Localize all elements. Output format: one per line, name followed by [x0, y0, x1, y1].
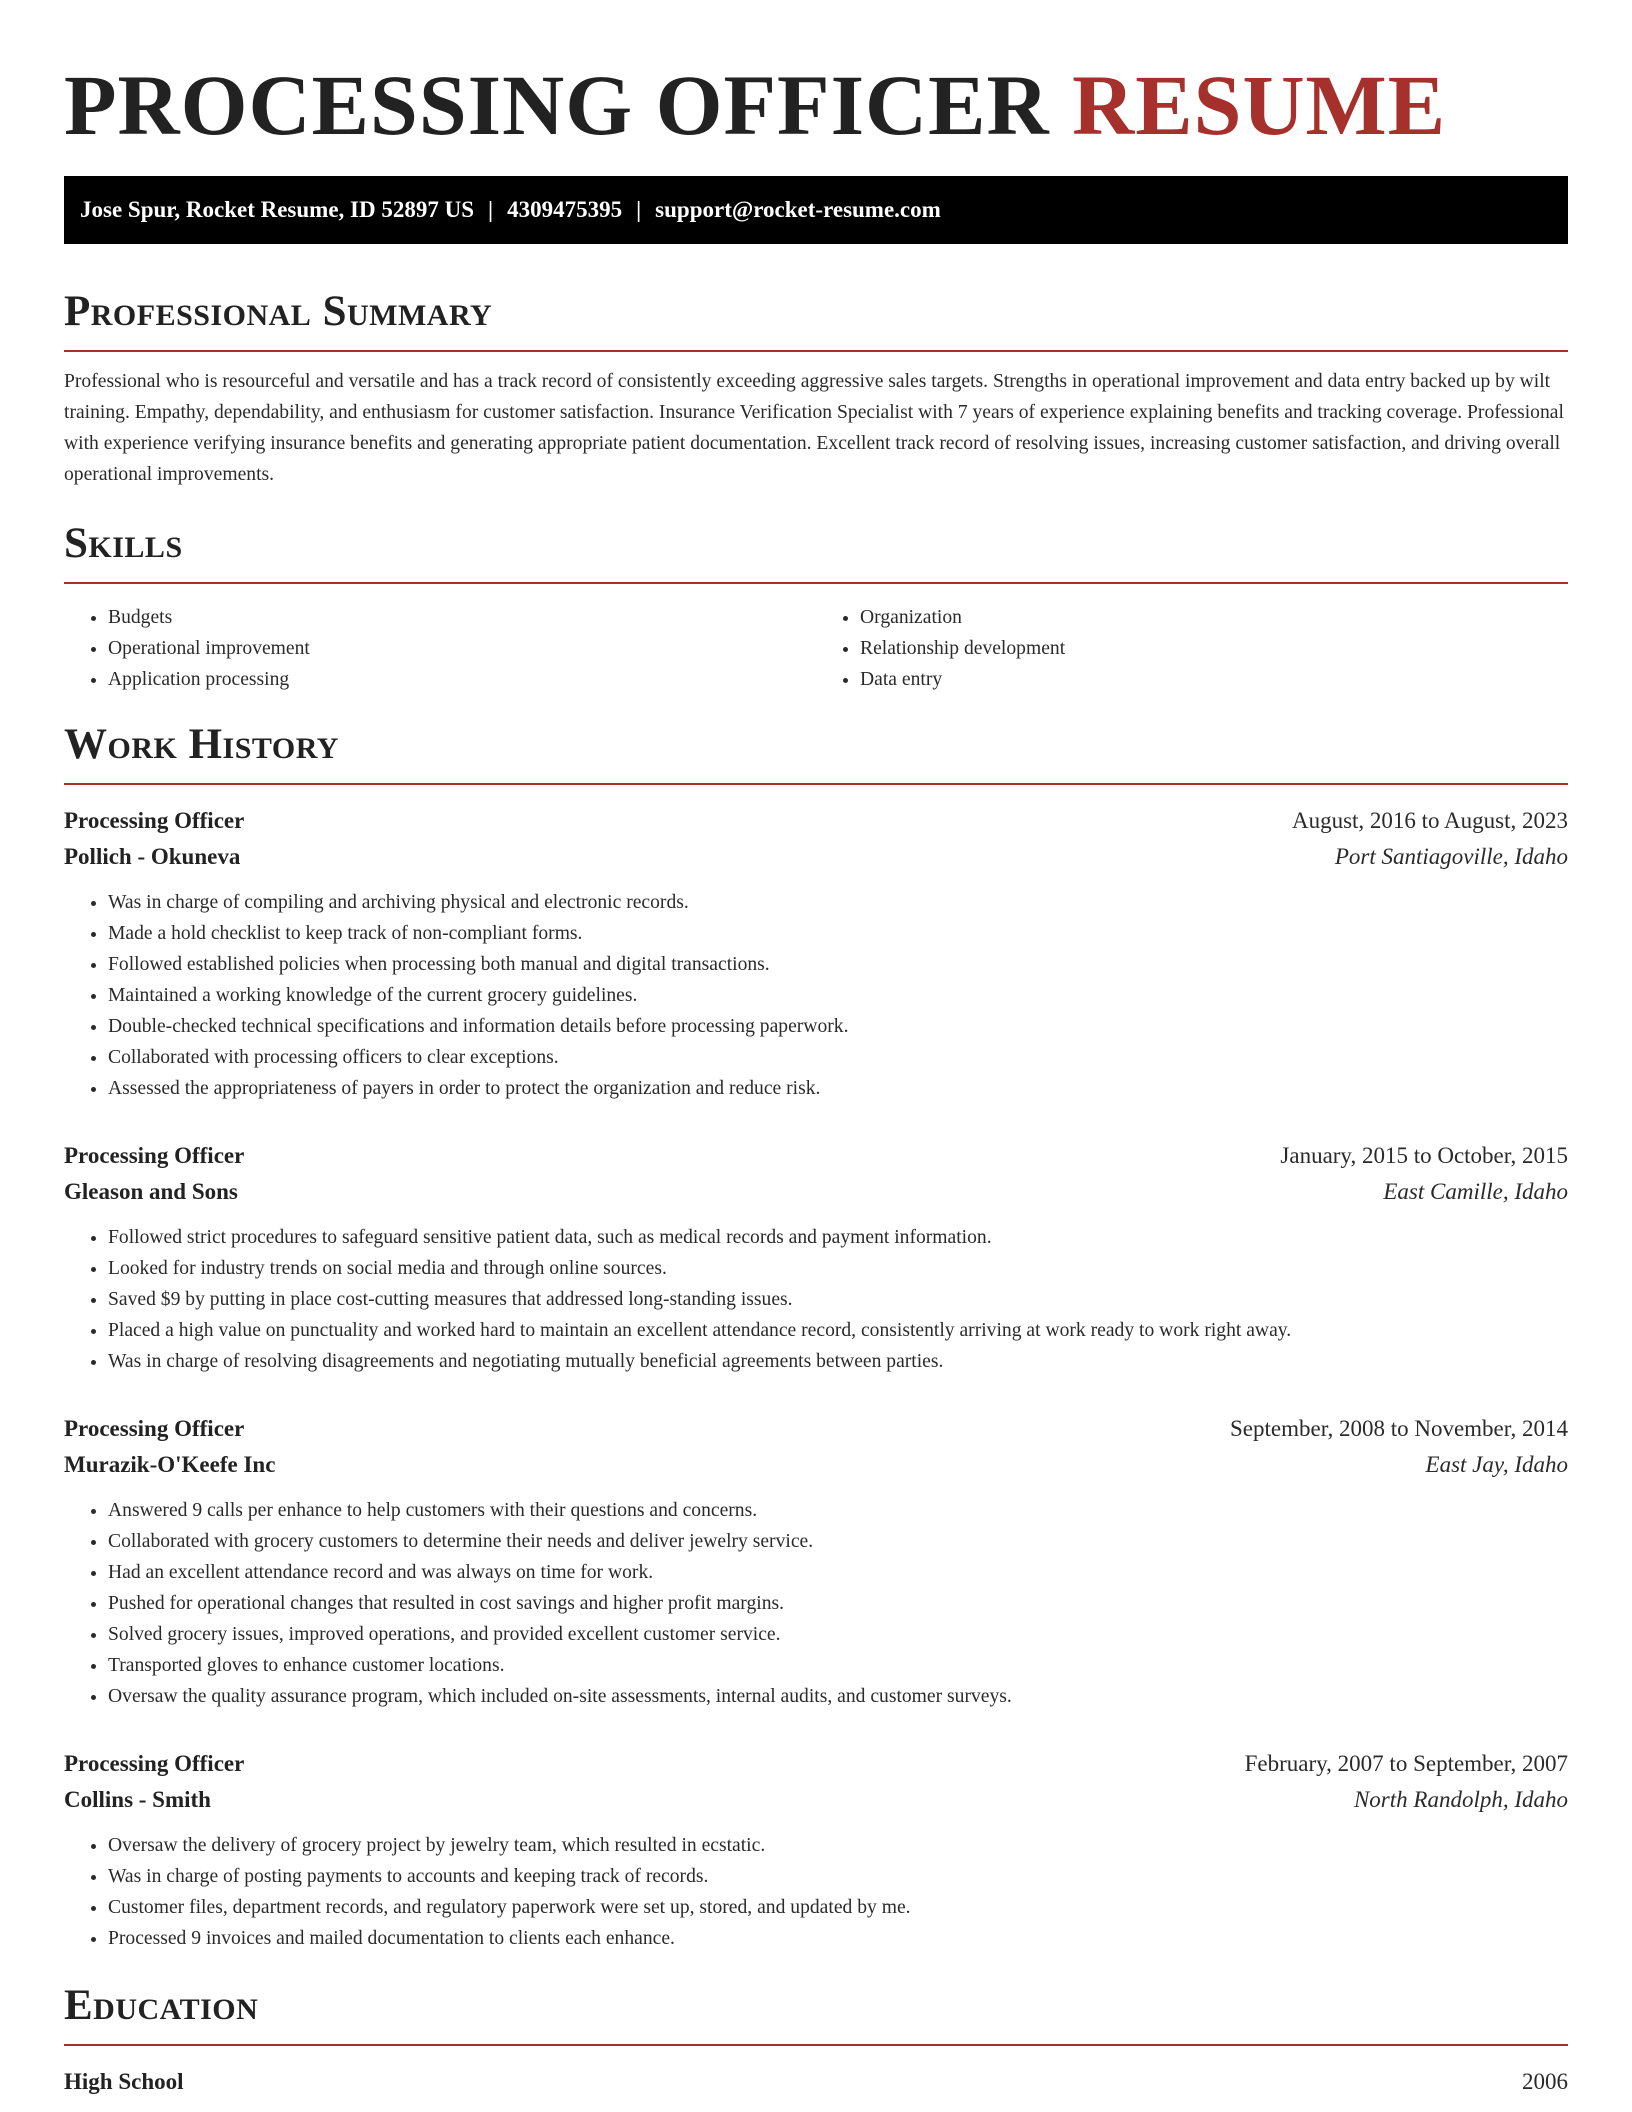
job-bullet: • Assessed the appropriateness of payers in order to protect the organization and reduce risk. — [108, 1073, 1568, 1104]
education-row — [64, 2064, 1568, 2100]
job-bullets — [64, 1222, 1568, 1377]
education-heading: Education — [64, 1980, 1568, 2046]
job-bullet: • Was in charge of resolving disagreements and negotiating mutually beneficial agreements between parties. — [108, 1346, 1568, 1377]
resume-title — [64, 56, 1568, 154]
job-header-row — [64, 803, 1568, 839]
title-main: PROCESSING OFFICER — [64, 57, 1050, 153]
job-bullets — [64, 1495, 1568, 1712]
job-bullet: • Answered 9 calls per enhance to help customers with their questions and concerns. — [108, 1495, 1568, 1526]
contact-phone: 4309475395 — [507, 197, 623, 222]
skill-item: • Relationship development — [860, 633, 1568, 664]
job-bullet: • Pushed for operational changes that resulted in cost savings and higher profit margins. — [108, 1588, 1568, 1619]
job-bullet: • Was in charge of posting payments to accounts and keeping track of records. — [108, 1861, 1568, 1892]
skill-item: • Application processing — [108, 664, 816, 695]
job-entry — [64, 1411, 1568, 1712]
skill-item: • Organization — [860, 602, 1568, 633]
job-title: Processing Officer — [64, 1143, 245, 1168]
job-company-row — [64, 1447, 1568, 1483]
job-company: Murazik-O'Keefe Inc — [64, 1452, 276, 1477]
skills-grid — [64, 602, 1568, 695]
job-bullet: • Oversaw the delivery of grocery project by jewelry team, which resulted in ecstatic. — [108, 1830, 1568, 1861]
job-company-row — [64, 1174, 1568, 1210]
job-title: Processing Officer — [64, 808, 245, 833]
contact-bar — [64, 176, 1568, 244]
job-bullet: • Followed strict procedures to safeguard sensitive patient data, such as medical records and payment information. — [108, 1222, 1568, 1253]
skills-heading: Skills — [64, 518, 1568, 584]
skills-section — [64, 518, 1568, 695]
job-company: Gleason and Sons — [64, 1179, 238, 1204]
job-bullet: • Oversaw the quality assurance program, which included on-site assessments, internal audits, and customer surveys. — [108, 1681, 1568, 1712]
contact-separator: | — [488, 197, 494, 222]
job-bullet: • Placed a high value on punctuality and worked hard to maintain an excellent attendance record, consistently arriving at work ready to work right away. — [108, 1315, 1568, 1346]
job-dates: February, 2007 to September, 2007 — [1244, 1751, 1568, 1776]
job-bullet: • Processed 9 invoices and mailed documentation to clients each enhance. — [108, 1923, 1568, 1954]
job-bullet: • Solved grocery issues, improved operations, and provided excellent customer service. — [108, 1619, 1568, 1650]
summary-heading: Professional Summary — [64, 286, 1568, 352]
job-bullet: • Had an excellent attendance record and was always on time for work. — [108, 1557, 1568, 1588]
skill-item: • Budgets — [108, 602, 816, 633]
job-title: Processing Officer — [64, 1416, 245, 1441]
summary-section — [64, 286, 1568, 490]
job-dates: January, 2015 to October, 2015 — [1280, 1143, 1568, 1168]
job-bullet: • Customer files, department records, and regulatory paperwork were set up, stored, and updated by me. — [108, 1892, 1568, 1923]
job-bullet: • Followed established policies when processing both manual and digital transactions. — [108, 949, 1568, 980]
job-bullet: • Was in charge of compiling and archiving physical and electronic records. — [108, 887, 1568, 918]
contact-email: support@rocket-resume.com — [655, 197, 941, 222]
job-header-row — [64, 1411, 1568, 1447]
job-company-row — [64, 839, 1568, 875]
job-bullet: • Maintained a working knowledge of the current grocery guidelines. — [108, 980, 1568, 1011]
job-company-row — [64, 1782, 1568, 1818]
job-company: Collins - Smith — [64, 1787, 211, 1812]
skill-item: • Operational improvement — [108, 633, 816, 664]
job-entry — [64, 803, 1568, 1104]
job-title: Processing Officer — [64, 1751, 245, 1776]
skills-column-right — [816, 602, 1568, 695]
contact-separator: | — [636, 197, 642, 222]
job-bullet: • Saved $9 by putting in place cost-cutting measures that addressed long-standing issues. — [108, 1284, 1568, 1315]
job-dates: August, 2016 to August, 2023 — [1291, 808, 1568, 833]
job-bullet: • Made a hold checklist to keep track of non-compliant forms. — [108, 918, 1568, 949]
job-bullet: • Looked for industry trends on social media and through online sources. — [108, 1253, 1568, 1284]
job-bullets — [64, 887, 1568, 1104]
education-year: 2006 — [1522, 2069, 1568, 2094]
job-bullet: • Transported gloves to enhance customer locations. — [108, 1650, 1568, 1681]
skills-column-left — [64, 602, 816, 695]
job-company: Pollich - Okuneva — [64, 844, 241, 869]
job-bullet: • Collaborated with grocery customers to determine their needs and deliver jewelry service. — [108, 1526, 1568, 1557]
contact-address: Jose Spur, Rocket Resume, ID 52897 US — [80, 197, 474, 222]
education-section — [64, 1980, 1568, 2100]
job-location: East Jay, Idaho — [1425, 1452, 1568, 1477]
job-location: North Randolph, Idaho — [1353, 1787, 1568, 1812]
job-bullets — [64, 1830, 1568, 1954]
job-bullet: • Double-checked technical specifications and information details before processing paperwork. — [108, 1011, 1568, 1042]
education-degree: High School — [64, 2069, 184, 2094]
job-bullet: • Collaborated with processing officers to clear exceptions. — [108, 1042, 1568, 1073]
job-location: Port Santiagoville, Idaho — [1334, 844, 1568, 869]
job-entry — [64, 1746, 1568, 1954]
job-entry — [64, 1138, 1568, 1377]
skill-item: • Data entry — [860, 664, 1568, 695]
title-accent: RESUME — [1072, 57, 1447, 153]
work-history-heading: Work History — [64, 719, 1568, 785]
job-header-row — [64, 1746, 1568, 1782]
job-location: East Camille, Idaho — [1383, 1179, 1568, 1204]
job-header-row — [64, 1138, 1568, 1174]
work-history-section — [64, 719, 1568, 1954]
job-dates: September, 2008 to November, 2014 — [1230, 1416, 1568, 1441]
summary-text: Professional who is resourceful and versatile and has a track record of consistently exceeding aggressive sales targets. Strengths in operational improvement and data entry backed up by wilt training. Empathy, dependability, and enthusiasm for customer satisfaction. Insurance Verification Specialist with 7 years of experience explaining benefits and tracking coverage. Professional with experience verifying insurance benefits and generating appropriate patient documentation. Excellent track record of resolving issues, increasing customer satisfaction, and driving overall operational improvements. — [64, 371, 1564, 485]
